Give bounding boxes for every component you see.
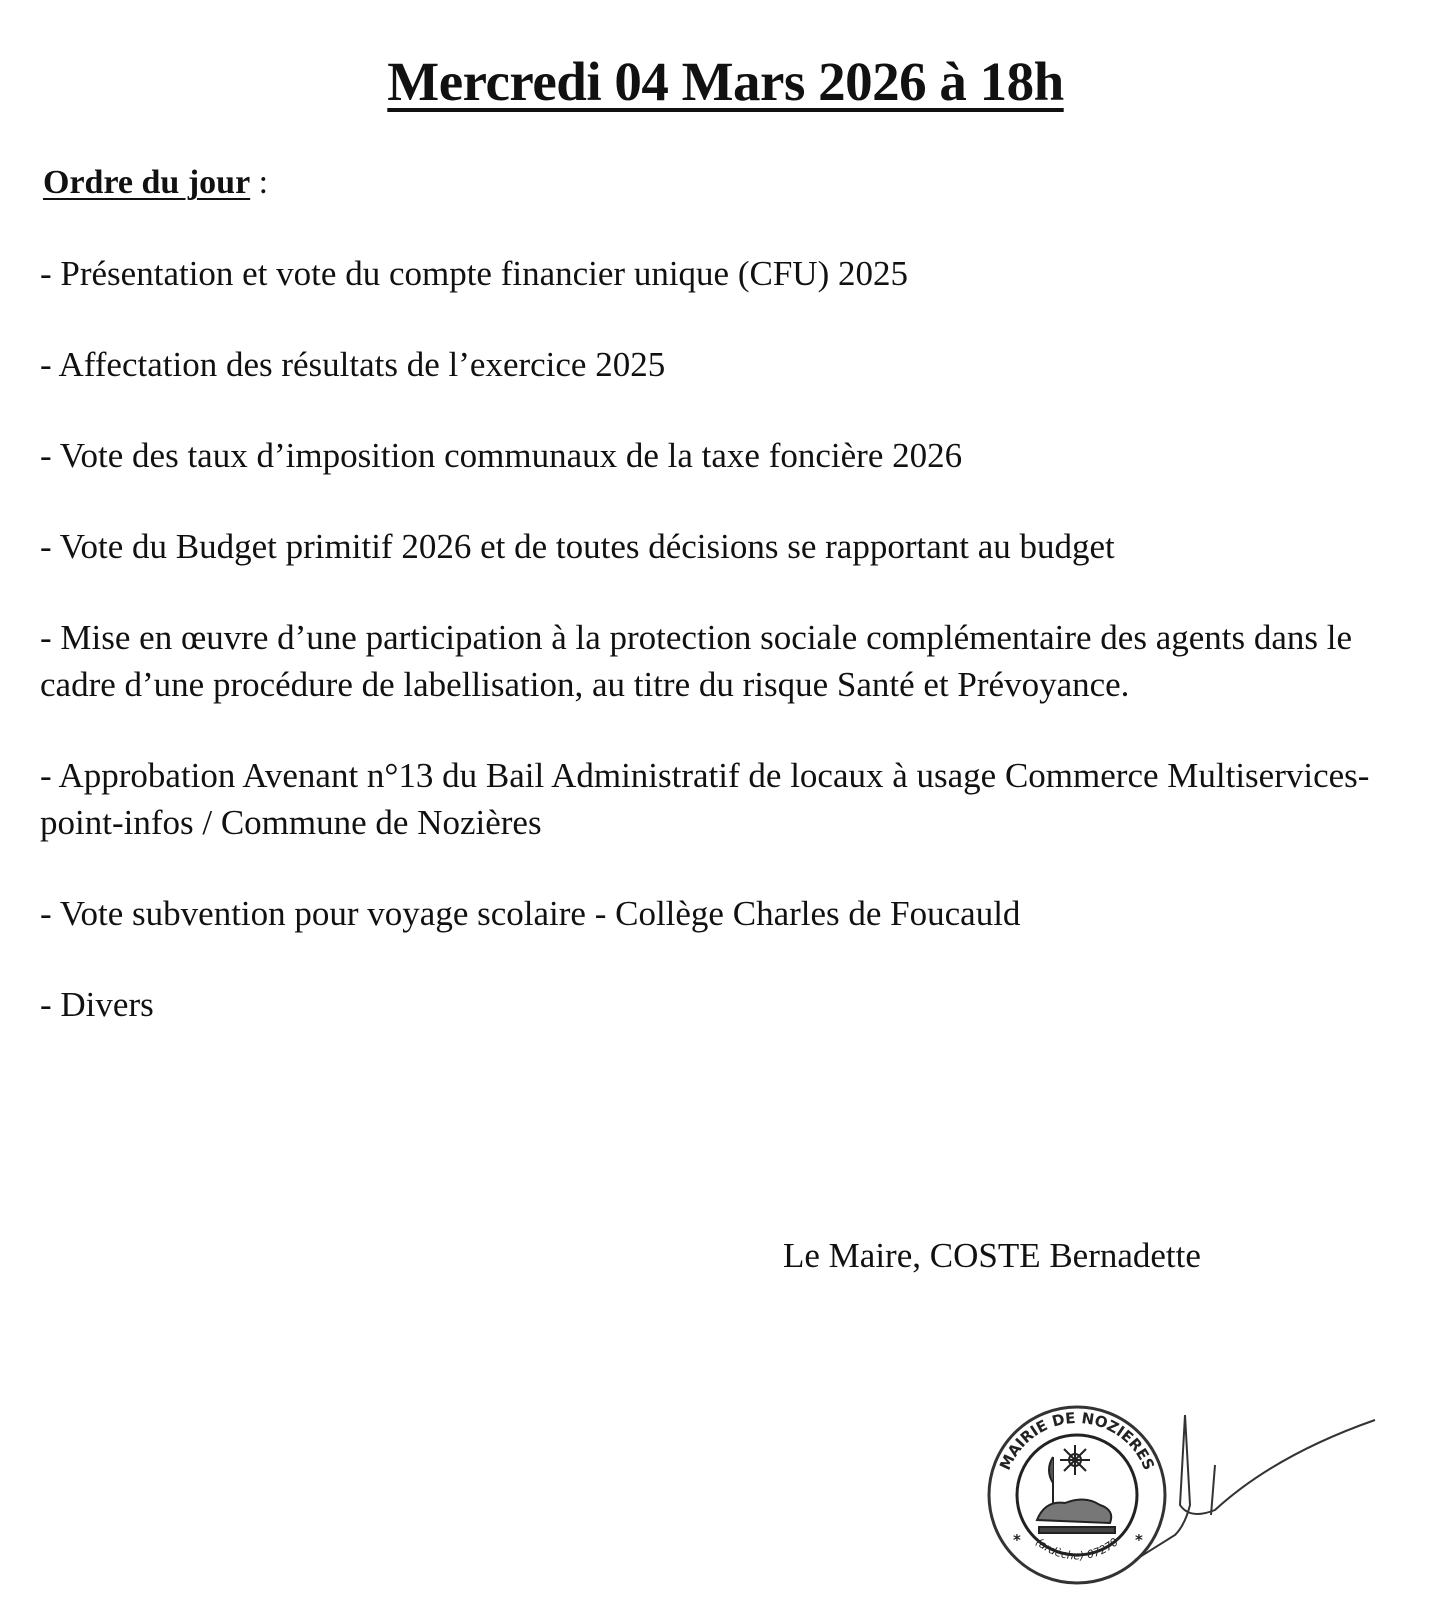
municipal-seal-icon <box>975 1395 1395 1595</box>
seal-star-left: * <box>1013 1531 1021 1549</box>
agenda-heading-colon: : <box>250 164 269 201</box>
page-title <box>0 52 1451 113</box>
meeting-date-time: Mercredi 04 Mars 2026 à 18h <box>387 51 1064 112</box>
agenda-item-divers: - Divers <box>40 985 154 1024</box>
agenda-item-cfu: - Présentation et vote du compte financier unique (CFU) 2025 <box>40 254 908 293</box>
agenda-list <box>40 250 1420 1072</box>
mayor-signature-line: Le Maire, COSTE Bernadette <box>783 1236 1201 1275</box>
seal-top-text: MAIRIE DE NOZIERES <box>996 1408 1158 1473</box>
stamp-and-signature <box>975 1395 1395 1595</box>
seal-inner-ring <box>1017 1435 1137 1555</box>
handwritten-signature <box>1135 1415 1375 1560</box>
seal-star-right: * <box>1135 1531 1143 1549</box>
agenda-item-avenant-bail: - Approbation Avenant n°13 du Bail Administratif de locaux à usage Commerce Multiservices-point-infos / Commune de Nozières <box>40 756 1370 842</box>
agenda-heading-text: Ordre du jour <box>43 164 251 201</box>
agenda-item-affectation: - Affectation des résultats de l’exercice 2025 <box>40 345 666 384</box>
signature-stroke <box>1211 1465 1215 1515</box>
agenda-item-budget-primitif: - Vote du Budget primitif 2026 et de toutes décisions se rapportant au budget <box>40 527 1115 566</box>
agenda-heading <box>43 164 268 202</box>
agenda-item-taux-imposition: - Vote des taux d’imposition communaux de la taxe foncière 2026 <box>40 436 963 475</box>
agenda-item-protection-sociale: - Mise en œuvre d’une participation à la protection sociale complémentaire des agents dans le cadre d’une procédure de labellisation, au titre du risque Santé et Prévoyance. <box>40 618 1353 704</box>
seal-bottom-text: (ardèche) 07270 <box>1033 1535 1121 1563</box>
seal-emblem <box>1037 1445 1115 1533</box>
agenda-item-subvention: - Vote subvention pour voyage scolaire - Collège Charles de Foucauld <box>40 894 1021 933</box>
